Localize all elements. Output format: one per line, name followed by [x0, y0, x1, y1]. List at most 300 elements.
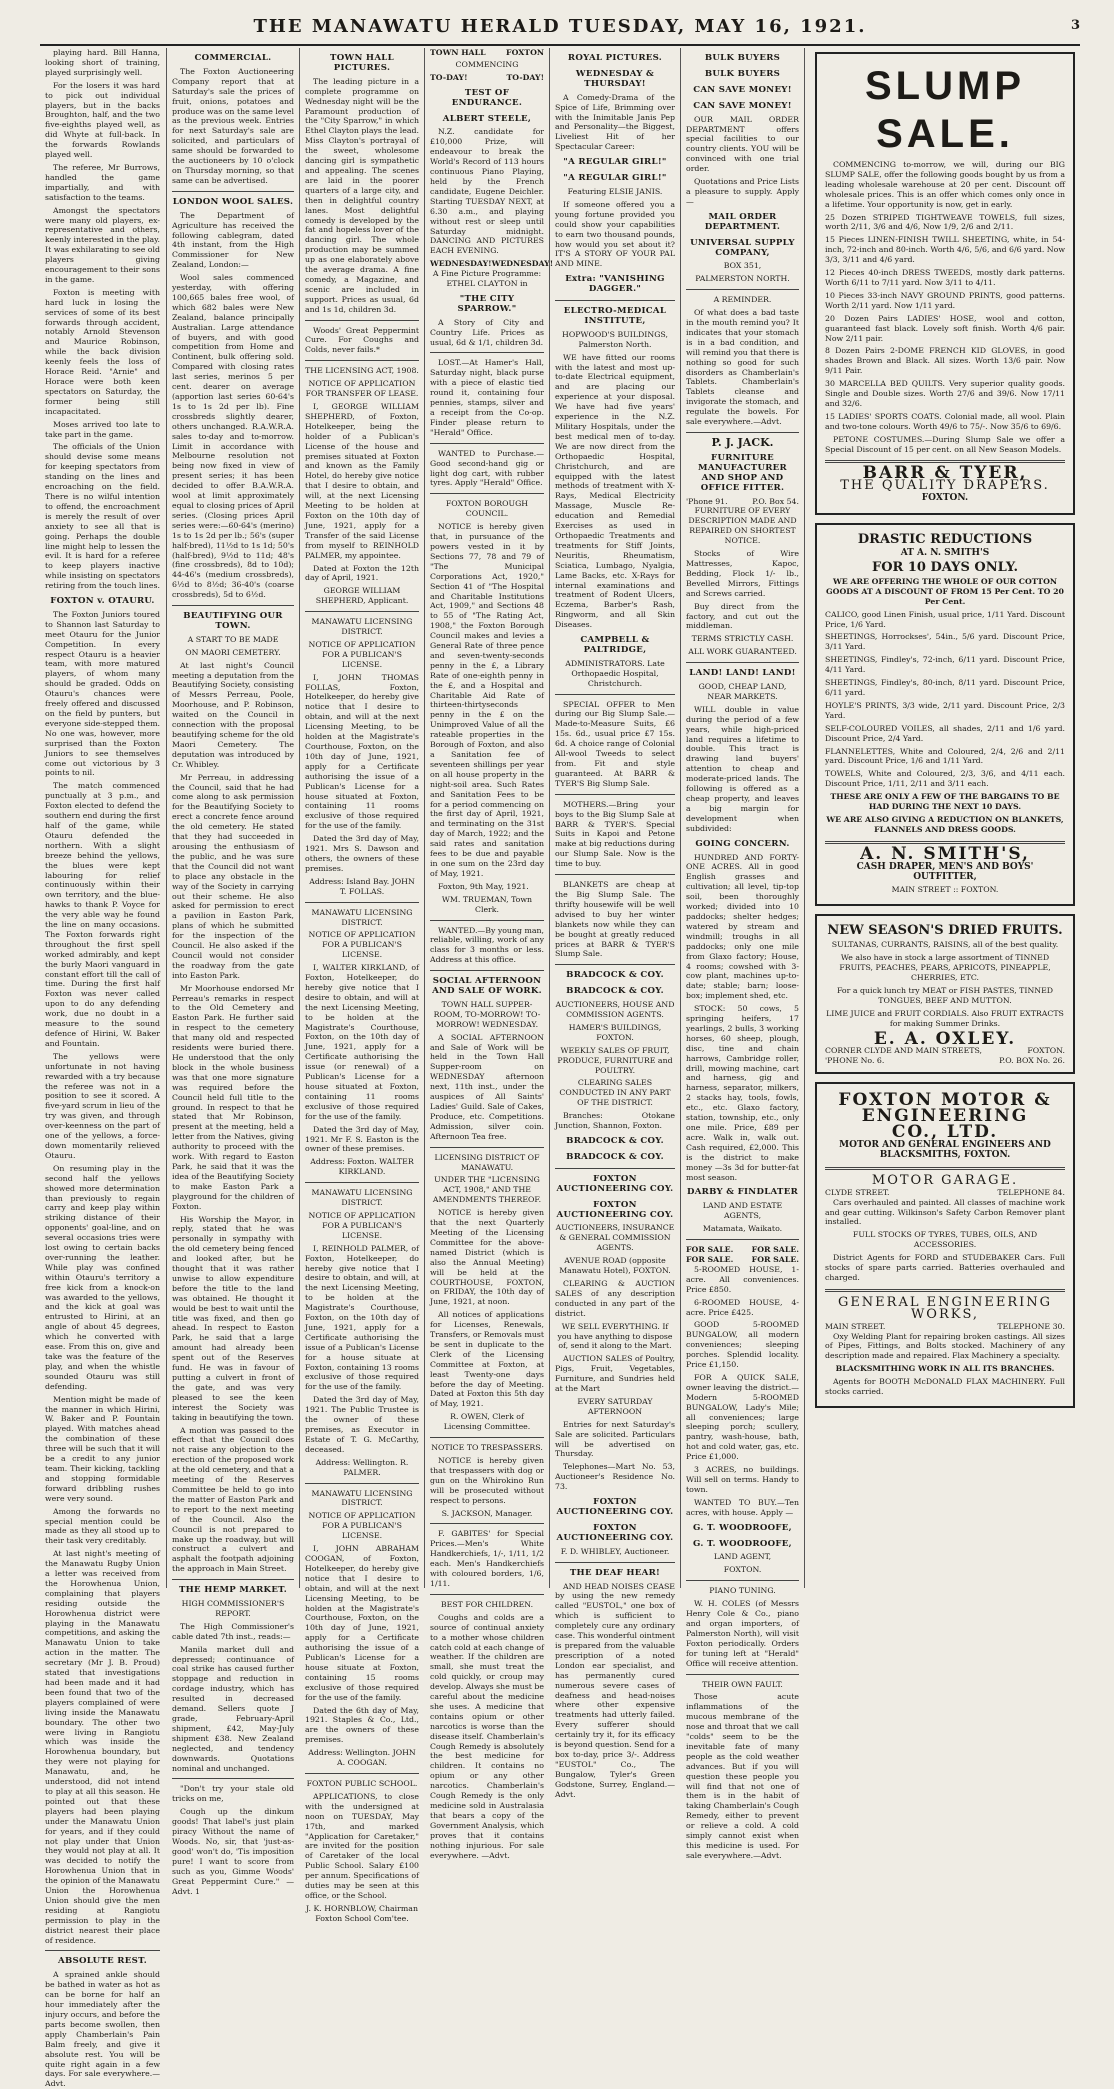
divider [305, 1182, 419, 1183]
article-heading: ABSOLUTE REST. [57, 1956, 147, 1967]
ad-contact-row [825, 1322, 1065, 1332]
barr-tyer-tagline: THE QUALITY DRAPERS. [840, 478, 1050, 494]
divider [430, 1594, 544, 1595]
divider [305, 611, 419, 612]
slump-item: 8 Dozen Pairs 2-DOME FRENCH KID GLOVES, in good shades Brown and Black. All sizes. Worth 13/6 pair. Now 9/11 Pair. [825, 346, 1065, 376]
ad-body: Stocks of Wire Mattresses, Kapoc, Bedding, Flock 1/- lb., Bevelled Mirrors, Fittings and Screws carried. [686, 549, 799, 598]
ad-heading: NEW SEASON'S DRIED FRUITS. [827, 923, 1063, 939]
slump-headline: SLUMP [865, 64, 1025, 108]
classified-ad: MOTHERS.—Bring your boys to the Big Slump Sale at BARR & TYER'S. Special Suits in Kapoi and Petone make at big reductions during our Slump Sale. Now is the time to buy. [555, 799, 675, 869]
ad-forsale-row [686, 1255, 799, 1265]
article-heading: LONDON WOOL SALES. [172, 196, 294, 207]
divider [305, 1483, 419, 1484]
article-paragraph: The Department of Agriculture has received the following cablegram, dated 4th instant, from the High Commissioner for New Zealand, London:— [172, 210, 294, 270]
ad-body: WE SELL EVERYTHING. If you have anything to dispose of, send it along to the Mart. [557, 1321, 673, 1351]
ad-body: 3 ACRES, no buildings. Will sell on terms. Handy to town. [686, 1465, 799, 1494]
divider [555, 694, 675, 695]
divider [430, 352, 544, 353]
slump-sale-ad [815, 52, 1075, 515]
cotton-item: TOWELS, White and Coloured, 2/3, 3/6, and 4/11 each. Discount Price, 1/11, 2/11 and 3/11 each. [825, 769, 1065, 789]
slump-item: 25 Dozen STRIPED TIGHTWEAVE TOWELS, full sizes, worth 2/11, 3/6 and 4/6, Now 1/9, 2/6 and 2/11. [825, 212, 1065, 232]
ad-heading: CO., LTD. [891, 1122, 999, 1143]
article-paragraph: Mention might be made of the manner in which Hirini, W. Baker and P. Fountain played. With matches ahead the combination of these three will be such that it will be a credit to any junior team. Their kicking, tackling and stopping formidable forward dribbling rushes were very sound. [45, 1394, 160, 1503]
article-paragraph: The Foxton Auctioneering Company report that at Saturday's sale the prices of fruit, onions, potatoes and produce was on the same level as the previous week. Entries for next Saturday's sale are solicited, and particulars of same should be forwarded to the auctioneers by 10 o'clock on Thursday morning, so that same can be advertised. [172, 66, 294, 185]
ad-body: CLEARING & AUCTION SALES of any description conducted in any part of the district. [555, 1278, 675, 1318]
ad-commencing: COMMENCING [455, 59, 519, 69]
ad-heading: ALBERT STEELE, [442, 113, 532, 124]
article-heading: BEAUTIFYING OUR TOWN. [183, 611, 283, 631]
ad-body: Telephones—Mart No. 53, Auctioneer's Residence No. 73. [555, 1462, 675, 1492]
article-paragraph: Mr Perreau, in addressing the Council, said that he had come along to ask permission for the Beautifying Society to erect a concrete fence around the old cemetery. He stated that they had succeeded in arousing the enthusiasm of the public, and he was sure that the Council did not want to place any obstacle in the way of the Society in carrying out their scheme. He also asked for permission to erect a pavilion in Easton Park, plans of which he submitted for the inspection of the Council. He also asked if the Council would not consider the roadway from the gate into Easton Park. [172, 772, 294, 980]
notice-heading: MANAWATU LICENSING DISTRICT. [311, 1488, 413, 1508]
ad-body: PETONE COSTUMES.—During Slump Sale we offer a Special Discount of 15 per cent. on all New Season Models. [825, 434, 1065, 454]
divider [686, 432, 799, 433]
ad-heading: BRADCOCK & COY. [566, 970, 664, 981]
drastic-headline: DRASTIC REDUCTIONS [857, 532, 1033, 548]
divider [172, 1778, 294, 1779]
ad-body: THESE ARE ONLY A FEW OF THE BARGAINS TO BE HAD DURING THE NEXT 10 DAYS. [830, 792, 1060, 812]
ad-body: A Comedy-Drama of the Spice of Life, Brimming over with the Inimitable Janis Pep and Personality—the Biggest, Liveliest Hit of her Spectacular Career: [555, 92, 675, 152]
ad-body: FULL STOCKS OF TYRES, TUBES, OILS, AND ACCESSORIES. [852, 1230, 1038, 1250]
ad-heading: CAN SAVE MONEY! [693, 100, 792, 111]
ad-body: We also have in stock a large assortment of TINNED FRUITS, PEACHES, PEARS, APRICOTS, PINEAPPLE, CHERRIES, ETC. [839, 953, 1051, 982]
article-heading: THE HEMP MARKET. [178, 1585, 288, 1596]
article-paragraph: The referee, Mr Burrows, handled the game impartially, and with satisfaction to the teams. [45, 162, 160, 202]
ad-body: A Fine Picture Programme: ETHEL CLAYTON in [432, 269, 542, 289]
ad-town: FOXTON. [1027, 1046, 1065, 1056]
column-7 [804, 48, 1081, 1588]
ad-body: FURNITURE OF EVERY DESCRIPTION MADE AND REPAIRED ON SHORTEST NOTICE. [688, 506, 797, 546]
ad-heading: A REMINDER. [713, 295, 772, 305]
ad-heading: FOXTON MOTOR & [838, 1090, 1052, 1111]
days-headline: FOR 10 DAYS ONLY. [871, 560, 1019, 575]
divider [555, 794, 675, 795]
notice-heading: LICENSING DISTRICT OF MANAWATU. [434, 1152, 540, 1172]
ad-body: GOOD 5-ROOMED BUNGALOW, all modern conveniences; sleeping porches. Splendid locality. Price £1,150. [686, 1320, 799, 1370]
article-paragraph: Foxton is meeting with hard luck in losing the services of some of its best forwards through accident, notably Arnold Stevenson and Maurice Robinson, while the back division keenly feels the loss of Horace Reid. "Arnie" and Horace were both keen spectators on Saturday, the former being still incapacitated. [45, 287, 160, 416]
advert-paragraph: "Don't try your stale old tricks on me, [172, 1784, 294, 1804]
notice-date: Dated the 6th day of May, 1921. Staples & Co., Ltd., are the owners of these premises. [305, 1705, 419, 1745]
ad-heading: WORKS, [910, 1306, 980, 1322]
ad-address-row [825, 1046, 1065, 1056]
cotton-item: CALICO, good Linen Finish, usual price, 1/11 Yard. Discount Price, 1/6 Yard. [825, 609, 1065, 629]
classified-ad: SPECIAL OFFER to Men during our Big Slump Sale.—Made-to-Measure Suits, £6 15s. 6d., usual price £7 15s. 6d. A choice range of Colonial All-wool Tweeds to select from. Fit and style guaranteed. At BARR & TYER'S Big Slump Sale. [555, 699, 675, 788]
ad-contact-row [686, 497, 799, 507]
ad-address: CLYDE STREET. [825, 1187, 890, 1197]
ad-heading: ENGINEERING [861, 1106, 1029, 1127]
ad-body: Coughs and colds are a source of continual anxiety to a mother whose children catch cold at each change of weather. If the children are small, she must treat the cold quickly, or croup may develop. Always she must be careful about the medicine she uses. A medicine that contains opium or other narcotics is worse than the disease itself. Chamberlain's Cough Remedy is absolutely the best medicine for children. It contains no opium or any other narcotics. Chamberlain's Cough Remedy is the only medicine sold in Australasia that bears a copy of the Government Analysis, which proves that it contains nothing injurious. For sale everywhere. —Advt. [430, 1612, 544, 1860]
ad-heading: MOTOR AND GENERAL ENGINEERS AND BLACKSMITHS, FOXTON. [839, 1139, 1051, 1160]
ad-today: TO-DAY! [430, 72, 468, 82]
notice-body: I, WALTER KIRKLAND, of Foxton, Hotelkeeper, do hereby give notice that I desire to obtain, and will at the next Licensing Meeting, to be holden at the Magistrate's Courthouse, Foxton, on the 10th day of June, 1921, apply for a Certificate authorising the issue (or renewal) of a Publican's License for a house situated at Foxton, containing 11 rooms exclusive of those required for the use of the family. [305, 963, 419, 1121]
ad-heading: "A REGULAR GIRL!" [563, 157, 667, 168]
ad-heading: BRADCOCK & COY. [566, 1136, 664, 1146]
classified-ad: BLANKETS are cheap at the Big Slump Sale. The thrifty housewife will be well advised to buy her winter blankets now while they can be bought at greatly reduced prices at BARR & TYER'S Slump Sale. [555, 880, 675, 959]
ad-body: WE ARE OFFERING THE WHOLE OF OUR COTTON GOODS AT A DISCOUNT OF FROM 15 Per Cent. TO 20 Per Cent. [826, 576, 1064, 606]
article-paragraph: The match commenced punctually at 3 p.m., and Foxton elected to defend the southern end during the first half of the game, while Otauru defended the northern. With a slight breeze behind the yellows, the blues were kept labouring for relief continuously within their own territory, and the blue-hawks to thank P. Voyce for the very able way he found the line on many occasions. The Foxton forwards right throughout the first spell worked admirably, and kept the burly Maori vanguard in constant effort till the call of time. During the first half Foxton was never called upon to do any defending work, due no doubt in a measure to the sound defence of Hirini, W. Baker and Fountain. [45, 781, 160, 1048]
notice-body: I, JOHN ABRAHAM COOGAN, of Foxton, Hotelkeeper, do hereby give notice that I desire to obtain, and will at the next Licensing Meeting, to be holden at the Magistrate's Courthouse, Foxton, on the 10th day of June, 1921, apply for a Certificate authorising the issue of a Publican's License for a house situate at Foxton, containing 15 rooms exclusive of those required for the use of the family. [305, 1544, 419, 1702]
ad-heading: G. T. WOODROOFE, [693, 1522, 792, 1533]
ad-body: Entries for next Saturday's Sale are solicited. Particulars will be advertised on Thursday. [555, 1419, 675, 1459]
masthead [40, 10, 1080, 46]
column-3 [299, 48, 424, 1923]
divider [686, 289, 799, 290]
ad-body: TERMS STRICTLY CASH. [691, 634, 794, 644]
column-6 [680, 48, 804, 1860]
oxley-ad [815, 914, 1075, 1074]
ad-heading: "THE CITY SPARROW." [457, 293, 517, 314]
notice-body: APPLICATIONS, to close with the undersigned at noon on TUESDAY, May 17th, and marked "Application for Caretaker," are invited for the position of Caretaker of the local Public School. Salary £100 per annum. Specifications of duties may be seen at this office, or the School. [305, 1791, 419, 1900]
barr-tyer-town: FOXTON. [921, 493, 969, 504]
notice-signature: Address: Island Bay. JOHN T. FOLLAS. [309, 876, 415, 896]
article-paragraph: A sprained ankle should be bathed in water as hot as can be borne for half an hour immediately after the injury occurs, and before the parts become swollen, then apply Chamberlain's Pain Balm freely, and give it absolute rest. You will be quite right again in a few days. For sale everywhere.—Advt. [45, 1970, 160, 2089]
article-subheading: A START TO BE MADE [187, 634, 279, 644]
notice-subheading: NOTICE OF APPLICATION FOR TRANSFER OF LEASE. [305, 379, 419, 399]
ad-body: ALL WORK GUARANTEED. [688, 647, 797, 657]
column-4 [424, 48, 554, 1860]
ad-body: COMMENCING to-morrow, we will, during our BIG SLUMP SALE, offer the following goods bought by us from a leading wholesale warehouse at 20 per cent. Discount off wholesale prices. This is an offer which comes only once in a lifetime. Your opportunity is now, get in early. [825, 160, 1065, 209]
page-number: 3 [1070, 18, 1080, 33]
ad-body: AUCTIONEERS, HOUSE AND COMMISSION AGENTS. [555, 1000, 675, 1020]
classified-ad: WANTED.—By young man, reliable, willing, work of any class for 3 months or less. Address at this office. [430, 925, 544, 965]
divider [825, 1167, 1065, 1170]
ad-heading: UNIVERSAL SUPPLY COMPANY, [690, 237, 795, 258]
article-heading: FOXTON v. OTAURU. [50, 596, 155, 607]
ad-heading: SOCIAL AFTERNOON AND SALE OF WORK. [432, 976, 542, 997]
ad-heading: LAND! LAND! LAND! [689, 668, 796, 679]
slump-item: 12 Pieces 40-inch DRESS TWEEDS, mostly dark patterns. Worth 6/11 to 7/11 yard. Now 3/11 to 4/11. [825, 268, 1065, 287]
ad-contact-row [825, 1056, 1065, 1066]
divider [45, 1950, 160, 1951]
article-paragraph: The leading picture in a complete programme on Wednesday night will be the Paramount production of the "City Sparrow," in which Ethel Clayton plays the lead. Miss Clayton's portrayal of the sweet, wholesome dancing girl is sympathetic and appealing. The scenes are laid in the poorer quarters of a large city, and then in delightful country lanes. Most delightful comedy is developed by the fat and hopeless lover of the dancing girl. The whole production may be summed up as one elaborately above the average drama. A fine comedy, a Magazine, and scenic are included in support. Prices as usual, 6d and 1s 1d, children 3d. [305, 76, 419, 314]
ad-body: OUR MAIL ORDER DEPARTMENT offers special facilities to our country clients. YOU will be convinced with one trial order. [686, 114, 799, 174]
ad-venue: TOWN HALL [430, 48, 486, 57]
ad-heading: THE DEAF HEAR! [569, 1567, 661, 1578]
ad-body: Cars overhauled and painted. All classes of machine work and gear cutting. Wilkinson's Safety Carbon Remover plant installed. [825, 1197, 1065, 1227]
ad-heading: BRADCOCK & COY. [566, 986, 664, 997]
ad-body: Those acute inflammations of the mucous membrane of the nose and throat that we call "colds" seem to be the inevitable fate of many people as the cold weather advances. But if you will question these people you will find that not one of them is in the habit of taking Chamberlain's Cough Remedy, either to prevent or relieve a cold. A cold simply cannot exist when this medicine is used. For sale everywhere.—Advt. [686, 1692, 799, 1860]
notice-body: NOTICE is hereby given that the next Quarterly Meeting of the Licensing Committee for the above-named District (which is also the Annual Meeting) will be held at the COURTHOUSE, FOXTON, on FRIDAY, the 10th day of June, 1921, at noon. [430, 1208, 544, 1307]
notice-signature: R. OWEN, Clerk of Licensing Committee. [443, 1412, 531, 1432]
ad-body: HOPWOOD'S BUILDINGS, Palmerston North. [562, 329, 668, 349]
ad-heading: BEST FOR CHILDREN. [440, 1599, 534, 1609]
ad-heading: THEIR OWN FAULT. [702, 1679, 783, 1689]
ad-heading: CAN SAVE MONEY! [693, 84, 792, 95]
notice-date: Dated the 3rd day of May, 1921. Mr F. S. Easton is the owner of these premises. [305, 1124, 419, 1154]
ad-address: MAIN STREET. [825, 1321, 886, 1331]
article-paragraph: Wool sales commenced yesterday, with offering 100,665 bales free wool, of which 682 bales were New Zealand, balance principally Australian. Large attendance of buyers, and with good competition from Home and Continent, bulk offering sold. Compared with closing rates last series, merinos 5 per cent. dearer on average (apportion last series 60-64's 1s to 1s 2d per lb). Fine crossbreds slightly dearer, others unchanged. R.A.W.R.A. sales to-day and to-morrow. Limit in accordance with Melbourne resolution not being now fixed in view of present series; it has been decided to offer B.A.W.R.A. wool at limit approximately equal to closing prices of April series. (Closing prices April series were:—60-64's (merino) 1s to 1s 2d per lb.; 56's (super half-bred), 11½d to 1s 1d; 50's (half-bred), 9½d to 11d; 48's (fine crossbreds), 8d to 10d); 44-46's (medium crossbreds), 6½d to 8½d; 36-40's (coarse crossbreds), 5d to 6½d. [172, 273, 294, 600]
notice-subheading: NOTICE OF APPLICATION FOR A PUBLICAN'S LICENSE. [308, 930, 416, 960]
divider [686, 1580, 799, 1581]
ad-body: For a quick lunch try MEAT or FISH PASTES, TINNED TONGUES, BEEF AND MUTTON. [836, 985, 1054, 1005]
divider [555, 1562, 675, 1563]
divider [430, 1437, 544, 1438]
ad-forsale: FOR SALE. [686, 1245, 734, 1255]
ad-heading: G. T. WOODROOFE, [693, 1538, 792, 1549]
divider [555, 1168, 675, 1169]
ad-body: EVERY SATURDAY AFTERNOON [577, 1396, 653, 1416]
ad-contact-row [825, 1188, 1065, 1198]
notice-date: Dated at Foxton the 12th day of April, 1921. [305, 563, 419, 583]
ad-heading: P. J. JACK. [711, 436, 774, 449]
notice-heading: THE LICENSING ACT, 1908. [305, 366, 419, 376]
notice-body: I, GEORGE WILLIAM SHEPHERD, of Foxton, Hotelkeeper, being the holder of a Publican's License of the house and premises situated at Foxton and known as the Family Hotel, do hereby give notice that I desire to obtain, and will, at the next Licensing Meeting to be holden at Foxton on the 10th day of June, 1921, apply for a Transfer of the said License from myself to REINHOLD PALMER, my appointee. [305, 402, 419, 560]
ad-heading: FOXTON AUCTIONEERING COY. [556, 1497, 674, 1517]
ad-body: LIME JUICE and FRUIT CORDIALS. Also FRUIT EXTRACTS for making Summer Drinks. [826, 1008, 1064, 1028]
article-heading: COMMERCIAL. [194, 53, 272, 63]
ad-body: WEEKLY SALES OF FRUIT, PRODUCE, FURNITURE and POULTRY. [557, 1045, 673, 1075]
ad-forsale: FOR SALE. [751, 1245, 799, 1255]
ad-heading: Extra: "VANISHING DAGGER." [565, 274, 665, 295]
ad-body: If someone offered you a young fortune provided you could show your capabilities to earn two thousand pounds, how would you set about it? IT'S A STORY OF YOUR PAL AND MINE. [555, 199, 675, 269]
ad-heading: PIANO TUNING. [709, 1586, 776, 1596]
ad-heading: MOTOR GARAGE. [871, 1172, 1019, 1188]
divider [172, 1579, 294, 1580]
notice-heading: FOXTON BOROUGH COUNCIL. [445, 499, 529, 519]
ad-today-row [430, 73, 544, 83]
article-paragraph: playing hard. Bill Hanna, looking short of training, played surprisingly well. [45, 48, 160, 77]
article-paragraph: The officials of the Union should devise some means for keeping spectators from standing on the lines and encroaching on the field. There is no wilful intention to offend, the encroachment is merely the result of over anxiety to see all that is going. Perhaps the double line might help to lessen the evil. It is hard for a referee to keep players inactive while insisting on spectators retiring from the touch lines. [45, 442, 160, 591]
ad-heading: FOXTON AUCTIONEERING COY. [556, 1199, 674, 1220]
ad-body: WANTED TO BUY.—Ten acres, with house. Apply — [686, 1497, 799, 1517]
ad-body: W. H. COLES (of Messrs Henry Cole & Co., piano and organ importers, of Palmerston North), will visit Foxton periodically. Orders for tuning left at "Herald" Office will receive attention. [686, 1599, 799, 1668]
notice-body: I, JOHN THOMAS FOLLAS, Foxton, Hotelkeeper, do hereby give notice that I desire to obtain, and will at the next Licensing Meeting, to be holden at the Magistrate's Courthouse, Foxton, on the 10th day of June, 1921, apply for a Certificate authorising the issue of a Publican's License for a house situated at Foxton, containing 11 rooms exclusive of those required for the use of the family. [305, 672, 419, 831]
ad-body: A SOCIAL AFTERNOON and Sale of Work will be held in the Town Hall Supper-room on WEDNESDAY afternoon next, 11th inst., under the auspices of All Saints' Ladies' Guild. Sale of Cakes, Produce, etc. Competitions. Admission, silver coin. Afternoon Tea free. [430, 1032, 544, 1141]
divider [172, 605, 294, 606]
slump-item: 15 Pieces LINEN-FINISH TWILL SHEETING, white, in 54-inch, 72-inch and 80-inch. Worth 4/6, 5/6, and 6/6 yard. Now 3/3, 3/11 and 4/6 yard. [825, 235, 1065, 265]
divider [305, 902, 419, 903]
article-paragraph: Mr Moorhouse endorsed Mr Perreau's remarks in respect to the Old Cemetery and Easton Park. He further said in respect to the cemetery that many old and respected residents were buried there. He understood that the only block in the whole business was that one more signature was required before the Council held full title to the ground. In respect to that he stated that Mr Robinson, present at the meeting, held a letter from the Natives, giving authority to proceed with the work. With regard to Easton Park, he said that it was the idea of the Beautifying Society to make Easton Park a playground for the children of Foxton. [172, 983, 294, 1211]
notice-signature: J. K. HORNBLOW, Chairman Foxton School Com'tee. [306, 1903, 418, 1923]
divider [686, 1239, 799, 1240]
ad-body: A Story of City and Country Life. Prices as usual, 6d & 1/1, children 3d. [430, 317, 544, 347]
classified-ad: WANTED to Purchase.—Good second-hand gig or light dog cart, with rubber tyres. Apply "Herald" Office. [430, 448, 544, 488]
ad-body: AVENUE ROAD (opposite Manawatu Hotel), FOXTON. [559, 1256, 671, 1276]
divider [555, 874, 675, 875]
ad-town: FOXTON [506, 48, 544, 57]
article-paragraph: For the losers it was hard to pick out individual players, but in the backs Broughton, half, and the two five-eighths played well, as did Whyte at full-back. In the forwards Rowlands played well. [45, 80, 160, 160]
ad-body: CLEARING SALES CONDUCTED IN ANY PART OF THE DISTRICT. [559, 1078, 671, 1108]
divider [305, 320, 419, 321]
classified-ad: F. GABITES' for Special Prices.—Men's White Handkerchiefs, 1/-, 1/11, 1/2 each. Men's Handkerchiefs with coloured borders, 1/6, 1/11. [430, 1529, 544, 1588]
ad-today: TO-DAY! [506, 72, 544, 82]
ad-heading: GENERAL ENGINEERING [837, 1294, 1053, 1310]
notice-signature: Address: Foxton. WALTER KIRKLAND. [310, 1157, 414, 1177]
ad-wednesday-row [430, 259, 554, 269]
notice-signature: GEORGE WILLIAM SHEPHERD, Applicant. [315, 586, 409, 606]
advert-paragraph: Cough up the dinkum goods! That label's just plain piracy Without the name of Woods. No, sir, that 'just-as-good' won't do, 'Tis imposition pure! I want to score from such as you, Gimme Woods' Great Peppermint Cure." —Advt. 1 [172, 1807, 294, 1896]
ad-heading: BRADCOCK & COY. [566, 1151, 664, 1162]
barr-tyer-title: BARR & TYER, [862, 463, 1028, 484]
ad-phone: 'PHONE No. 6. [825, 1056, 885, 1066]
notice-body: NOTICE is hereby given that trespassers with dog or gun on the Whirokino Run will be prosecuted without respect to persons. [430, 1456, 544, 1505]
divider [555, 964, 675, 965]
ad-forsale: FOR SALE. [686, 1254, 734, 1264]
slump-item-list [825, 213, 1065, 432]
ad-wednesday: WEDNESDAY! [491, 259, 554, 269]
ad-body: Featuring ELSIE JANIS. [567, 186, 663, 196]
notice-signature: WM. TRUEMAN, Town Clerk. [441, 894, 533, 914]
article-paragraph: Amongst the spectators were many old players, ex-representative and others, keenly interested in the play. It was exhilarating to see old players giving encouragement to their sons in the game. [45, 205, 160, 284]
article-paragraph: Moses arrived too late to take part in the game. [45, 419, 160, 439]
ad-body: N.Z. candidate for £10,000 Prize, will endeavour to break the World's Record of 113 hours continuous Piano Playing, held by the French candidate, Eugene Deichler. Starting TUESDAY NEXT, at 6.30 a.m., and playing without rest or sleep until Saturday midnight. DANCING AND PICTURES EACH EVENING. [430, 127, 544, 256]
ad-box: P.O. BOX No. 26. [999, 1056, 1065, 1066]
ad-body: GOOD, CHEAP LAND, NEAR MARKETS. [698, 682, 787, 701]
ad-heading: FOXTON AUCTIONEERING COY. [556, 1173, 674, 1194]
ad-heading: A. N. SMITH'S, [860, 843, 1030, 864]
ad-heading: FURNITURE MANUFACTURER AND SHOP AND OFFICE FITTER. [698, 452, 787, 493]
ad-body: HUNDRED AND FORTY-ONE ACRES. All in good English grasses and cultivation; all level, tip-top soil, been thoroughly worked; divided into 10 paddocks; shelter hedges; watered by stream and windmill; troughs in all paddocks; only one mile from Glaxo factory; House, 4 rooms; cowshed with 3-cow plant, machines up-to-date; stable; barn; loose-box; implement shed, etc. [686, 852, 799, 1001]
ad-body: LAND AND ESTATE AGENTS, [702, 1201, 783, 1221]
article-paragraph: Among the forwards no special mention could be made as they all stood up to their task very creditably. [45, 1506, 160, 1546]
ad-body: Oxy Welding Plant for repairing broken castings. All sizes of Pipes, Fittings, and Bolts stocked. Machinery of any description made and repaired. Flax Machinery a specialty. [825, 1331, 1065, 1361]
ad-body: LAND AGENT, [713, 1552, 772, 1562]
article-subheading: HIGH COMMISSIONER'S REPORT. [181, 1599, 285, 1618]
notice-heading: FOXTON PUBLIC SCHOOL. [306, 1779, 418, 1788]
column-1 [40, 48, 165, 2089]
cotton-item: SHEETINGS, Findley's, 72-inch, 6/11 yard. Discount Price, 4/11 Yard. [825, 655, 1065, 675]
notice-subheading: NOTICE OF APPLICATION FOR A PUBLICAN'S LICENSE. [308, 1511, 416, 1541]
ad-body: District Agents for FORD and STUDEBAKER Cars. Full stocks of spare parts carried. Batteries overhauled and charged. [825, 1253, 1065, 1282]
notice-signature: Address: Wellington. R. PALMER. [315, 1457, 409, 1477]
newspaper-title: THE MANAWATU HERALD TUESDAY, MAY 16, 1921. [253, 16, 867, 37]
ad-forsale: FOR SALE. [751, 1254, 799, 1264]
ad-body: Of what does a bad taste in the mouth remind you? It indicates that your stomach is in a bad condition, and will remind you that there is nothing so good for such disorders as Chamberlain's Tablets. Chamberlain's Tablets cleanse and invigorate the stomach, and regulate the bowels. For sale everywhere.—Advt. [686, 308, 799, 427]
sale-headline: SALE. [876, 112, 1014, 156]
notice-subheading: NOTICE OF APPLICATION FOR A PUBLICAN'S LICENSE. [308, 639, 416, 669]
divider [825, 1289, 1065, 1292]
advert-paragraph: Woods' Great Peppermint Cure. For Coughs and Colds, never fails.* [305, 325, 419, 355]
article-paragraph: The Foxton Juniors toured to Shannon last Saturday to meet Otauru for the Junior Competition. In every respect Otauru is a heavier team, with more matured players, of whom many should be graded. Odds on Otauru's chances were freely offered and discussed on the field by punters, but everyone side-stepped them. No one was, however, more surprised than the Foxton Juniors to see themselves come out victorious by 3 points to nil. [45, 609, 160, 778]
article-paragraph: His Worship the Mayor, in reply, stated that he was personally in sympathy with the old cemetery being fenced and looked after, but he thought that it was rather unwise to allow expenditure before the title to the land was obtained. He thought it would be best to wait until the title was fixed, and then go ahead. In respect to Easton Park, he said that a large amount had already been spent out of the Reserves fund. He was in favour of putting a culvert in front of the gate, and was very pleased to see the keen interest the Society was taking in beautifying the town. [172, 1214, 294, 1422]
ad-address: CORNER CLYDE AND MAIN STREETS, [825, 1046, 983, 1056]
ad-body: WE have fitted our rooms with the latest and most up-to-date Electrical equipment, and are placing our experience at your disposal. We have had five years' experience in the N.Z. Military Hospitals, under the best medical men of to-day. We are now direct from the Orthopaedic Hospital, Christchurch, and are equipped with the latest methods of treatment with X-Rays, Medical Electricity Massage, Muscle Re-education and Remedial Exercises as used in Orthopaedic Treatments and treatments for Stiff Joints, Neuritis, Rheumatism, Sciatica, Lumbago, Nyalgia, Lame Backs, etc. X-Rays for internal examinations and treatment of Rodent Ulcers, Eczema, Barber's Rash, Ringworm, and all Skin Diseases. [555, 352, 675, 630]
ad-header-row [430, 48, 544, 58]
divider [430, 493, 544, 494]
ad-heading: GOING CONCERN. [695, 838, 790, 849]
classified-ad: LOST.—At Hamer's Hall, Saturday night, black purse with a piece of elastic tied round it, containing four pennies, stamps, silver and a receipt from the Co-op. Finder please return to "Herald" Office. [430, 358, 544, 437]
ad-forsale-row [686, 1245, 799, 1255]
ad-phone: 'Phone 91. [686, 496, 728, 506]
ad-heading: DARBY & FINDLATER [686, 1187, 799, 1198]
notice-subheading: UNDER THE "LICENSING ACT, 1908," AND THE AMENDMENTS THEREOF. [432, 1175, 542, 1205]
slump-item: 10 Pieces 33-inch NAVY GROUND PRINTS, good patterns. Worth 2/11 yard. Now 1/11 yard. [825, 290, 1065, 310]
ad-body: WILL double in value during the period of a few years, while high-priced land requires a lifetime to double. This tract is drawing land buyers' attention to cheap and moderate-priced lands. The following is offered as a cheap property, and leaves a big margin for development when subdivided: [686, 704, 799, 833]
foxton-motor-ad [815, 1082, 1075, 1408]
ad-body: FOR A QUICK SALE, owner leaving the district.—Modern 5-ROOMED BUNGALOW, Lady's Mile; all conveniences; large sleeping porch; scullery, pantry, wash-house, bath, hot and cold water, gas, etc. Price £1,000. [686, 1372, 799, 1462]
article-paragraph: The High Commissioner's cable dated 7th inst., reads:— [172, 1621, 294, 1641]
article-paragraph: At last night's meeting of the Manawatu Rugby Union a letter was received from the Horowhenua Union, complaining that players residing outside the Horowhenua district were playing in the Manawatu competitions, and asking the Manawatu Union to take action in the matter. The secretary (Mr J. B. Proud) stated that investigations had been made and it had been found that two of the players complained of were living inside the Manawatu boundary. The other two were living in Rangiotu which was inside the Horowhenua boundary, but they were not playing for Manawatu, and, he understood, did not intend to play at all this season. He pointed out that these players had been playing under the Manawatu Union for years, and if they could not play under that Union they would not play at all. It was decided to notify the Horowhenua Union that in the opinion of the Manawatu Union the Horowhenua Union should give the men residing at Rangiotu permission to play in the district nearest their place of residence. [45, 1549, 160, 1945]
divider [305, 1773, 419, 1774]
ad-wednesday: WEDNESDAY! [430, 259, 492, 269]
ad-body: AUCTION SALES of Poultry, Pigs, Fruit, Vegetables, Furniture, and Sundries held at the Mart [555, 1354, 675, 1394]
notice-body: All notices of applications for Licenses, Renewals, Transfers, or Removals must be sent in duplicate to the Clerk of the Licensing Committee at Foxton, at least Twenty-one days before the day of Meeting. Dated at Foxton this 5th day of May, 1921. [430, 1310, 544, 1409]
ad-heading: CASH DRAPER, MEN'S AND BOYS' OUTFITTER, [856, 861, 1034, 882]
article-paragraph: The yellows were unfortunate in not having rewarded with a try because the referee was not in a position to see it scored. A five-yard scrum in lieu of the try was given, and through over-keenness on the part of one of the yellows, a force-down momentarily relieved Otauru. [45, 1051, 160, 1160]
ad-body: 5-ROOMED HOUSE, 1-acre. All conveniences. Price £850. [686, 1264, 799, 1294]
ad-body: AUCTIONEERS, INSURANCE & GENERAL COMMISSION AGENTS. [555, 1223, 675, 1253]
article-subheading: ON MAORI CEMETERY. [185, 647, 281, 657]
article-paragraph: Manila market dull and depressed; continuance of coal strike has caused further stoppage and reduction in cordage industry, which has resulted in decreased demand. Sellers quote J grade, February-April shipment, £42, May-July shipment £38. New Zealand neglected, and tendency downwards. Quotations nominal and unchanged. [172, 1644, 294, 1773]
ad-phone: TELEPHONE 30. [997, 1321, 1065, 1331]
notice-heading: NOTICE TO TRESPASSERS. [431, 1443, 543, 1453]
ad-heading: FOXTON AUCTIONEERING COY. [556, 1522, 674, 1543]
cotton-item: FLANNELETTES, White and Coloured, 2/4, 2/6 and 2/11 yard. Discount Price, 1/6 and 1/11 Yard. [825, 746, 1065, 766]
ad-body: SULTANAS, CURRANTS, RAISINS, all of the best quality. [831, 940, 1059, 950]
notice-signature: S. JACKSON, Manager. [441, 1508, 533, 1518]
slump-item: 20 Dozen Pairs LADIES' HOSE, wool and cotton, guaranteed fast black. Lovely soft finish. Worth 4/6 pair. Now 2/11 pair. [825, 313, 1065, 343]
ad-heading: AT A. N. SMITH'S [900, 548, 990, 559]
divider [555, 300, 675, 301]
article-heading: TOWN HALL PICTURES. [330, 53, 394, 73]
ad-body: BLACKSMITHING WORK IN ALL ITS BRANCHES. [835, 1364, 1055, 1374]
column-2 [166, 48, 299, 1896]
cotton-item-list [825, 610, 1065, 790]
ad-body: WE ARE ALSO GIVING A REDUCTION ON BLANKETS, FLANNELS AND DRESS GOODS. [826, 814, 1064, 834]
notice-body: NOTICE is hereby given that, in pursuance of the powers vested in it by Sections 77, 78 and 79 of "The Municipal Corporations Act, 1920," Section 41 of "The Hospital and Charitable Institutions Act, 1909," and Sections 48 to 55 of "The Rating Act, 1908," the Foxton Borough Council makes and levies a General Rate of three pence and seven-twenty-seconds penny in the £, a Library Rate of one-eighth penny in the £, and a Hospital and Charitable Aid Rate of thirteen-thirtyseconds penny in the £ on the Unimproved Value of all the rateable properties in the Borough of Foxton, and also a Sanitation fee of seventeen shillings per year on all house property in the night-soil area. Such Rates and Sanitation Fees to be for a period commencing on the first day of April, 1921, and terminating on the 31st day of March, 1922; and the said rates and sanitation fees to be due and payable in one sum on the 23rd day of May, 1921. [430, 522, 544, 878]
ad-body: PALMERSTON NORTH. [695, 274, 790, 284]
divider [430, 1523, 544, 1524]
ad-heading: BULK BUYERS [704, 53, 781, 63]
cotton-item: SHEETINGS, Horrockses', 54in., 5/6 yard. Discount Price, 3/11 Yard. [825, 632, 1065, 652]
ad-heading: E. A. OXLEY. [873, 1028, 1017, 1049]
divider [430, 970, 544, 971]
ad-heading: ELECTRO-MEDICAL INSTITUTE, [563, 306, 667, 326]
ad-body: AND HEAD NOISES CEASE by using the new remedy called "EUSTOL," one box of which is sufficient to completely cure any ordinary case. This wonderful ointment is prepared from the valuable prescription of a noted London ear specialist, and has permanently cured numerous severe cases of deafness and head-noises where other expensive treatments had utterly failed. Every sufferer should certainly try it, for its efficacy is beyond question. Send for a box to-day, price 3/-. Address "EUSTOL" Co., The Bungalow, Tyler's Green Godstone, Surrey, England.—Advt. [555, 1581, 675, 1799]
article-paragraph: On resuming play in the second half the yellows showed more determination than previously to regain carry and keep play within striking distance of their opponents' goal-line, and on several occasions tries were lost owing to certain backs over-running the leather. While play was confined within Otauru's territory a free kick from a knock-on was awarded to the yellows, and the kick at goal was entrusted to Hirini, at an angle of about 45 degrees, which he converted with ease. From this on, give and take was the feature of the play, and when the whistle sounded Otauru was still defending. [45, 1163, 160, 1391]
slump-item: 15 LADIES' SPORTS COATS. Colonial made, all wool. Plain and two-tone colours. Worth 49/6 to 75/-. Now 35/6 to 69/6. [825, 411, 1065, 431]
ad-heading: ROYAL PICTURES. [567, 53, 663, 63]
ad-body: FOXTON. [723, 1565, 762, 1575]
divider [686, 1674, 799, 1675]
cotton-item: SHEETINGS, Findley's, 80-inch, 8/11 yard. Discount Price, 6/11 yard. [825, 678, 1065, 697]
divider [430, 443, 544, 444]
article-paragraph: A motion was passed to the effect that the Council does not raise any objection to the erection of the proposed work at the old cemetery, and that a meeting of the Reserves Committee be held to go into the matter of Easton Park and to report to the next meeting of the Council. Also the Council is not prepared to make up the roadway, but will construct a culvert and asphalt the footpath adjoining the approach in Main Street. [172, 1425, 294, 1574]
notice-subheading: NOTICE OF APPLICATION FOR A PUBLICAN'S LICENSE. [308, 1210, 416, 1240]
notice-date: Foxton, 9th May, 1921. [438, 881, 529, 891]
ad-body: F. D. WHIBLEY, Auctioneer. [560, 1546, 670, 1556]
divider [430, 920, 544, 921]
notice-heading: MANAWATU LICENSING DISTRICT. [311, 617, 413, 637]
ad-box: P.O. Box 54. [752, 496, 799, 506]
ad-body: TOWN HALL SUPPER-ROOM, TO-MORROW! TO-MORROW! WEDNESDAY. [433, 999, 541, 1029]
notice-body: I, REINHOLD PALMER, of Foxton, Hotelkeeper, do hereby give notice that I desire to obtain, and will, at the next Licensing Meeting, to be holden at the Magistrate's Courthouse, Foxton, on the 10th day of June, 1921, apply for a Certificate authorising the issue of a Publican's License for a house situate at Foxton, containing 13 rooms exclusive of those required for the use of the family. [305, 1243, 419, 1392]
notice-heading: MANAWATU LICENSING DISTRICT. [311, 907, 413, 927]
ad-body: ADMINISTRATORS. Late Orthopaedic Hospital, Christchurch. [565, 658, 665, 688]
ad-heading: MAIL ORDER DEPARTMENT. [704, 211, 781, 232]
ad-body: HAMER'S BUILDINGS, FOXTON. [568, 1022, 662, 1042]
cotton-item: HOYLE'S PRINTS, 3/3 wide, 2/11 yard. Discount Price, 2/3 Yard. [825, 700, 1065, 720]
ad-heading: "A REGULAR GIRL!" [563, 173, 667, 184]
ad-body: STOCK: 50 cows, 5 springing heifers, 17 yearlings, 2 bulls, 3 working horses, 60 sheep, plough, disc, tine and chain harrows, Cambridge roller, drill, mowing machine, cart and harness, gig and harness, separator, milkers, 2 stacks hay, tools, fowls, etc., etc. Glaxo factory, station, township, etc., only one mile. Price, £89 per acre. Walk in, walk out. Cash required, £2,000. This is the district to make money —3s 3d for butter-fat most season. [686, 1004, 799, 1182]
ad-body: 6-ROOMED HOUSE, 4-acre. Price £425. [686, 1297, 799, 1317]
ad-body: Branches: Otokane Junction, Shannon, Foxton. [555, 1111, 675, 1131]
ad-heading: TEST OF ENDURANCE. [451, 87, 523, 108]
divider [686, 662, 799, 663]
notice-signature: Address: Wellington. JOHN A. COOGAN. [308, 1748, 416, 1768]
ad-phone: TELEPHONE 84. [997, 1187, 1065, 1197]
notice-date: Dated the 3rd day of May, 1921. Mrs S. Dawson and others, the owners of these premises. [305, 834, 419, 873]
article-paragraph: At last night's Council meeting a deputation from the Beautifying Society, consisting of Messrs Perreau, Poole, Moorhouse, and P. Robinson, waited on the Council in connection with the proposal beautifying scheme for the old Maori Cemetery. The deputation was introduced by Cr. Whibley. [172, 660, 294, 769]
notice-date: Dated the 3rd day of May, 1921. The Public Trustee is the owner of these premises, as Executor in Estate of T. G. McCarthy, deceased. [305, 1395, 419, 1454]
ad-body: Agents for BOOTH McDONALD FLAX MACHINERY. Full stocks carried. [825, 1377, 1065, 1397]
column-5 [549, 48, 680, 1799]
notice-heading: MANAWATU LICENSING DISTRICT. [311, 1188, 413, 1208]
divider [305, 360, 419, 361]
ad-body: Quotations and Price Lists a pleasure to supply. Apply — [686, 177, 799, 206]
divider [172, 191, 294, 192]
ad-heading: WEDNESDAY & THURSDAY! [575, 68, 655, 89]
